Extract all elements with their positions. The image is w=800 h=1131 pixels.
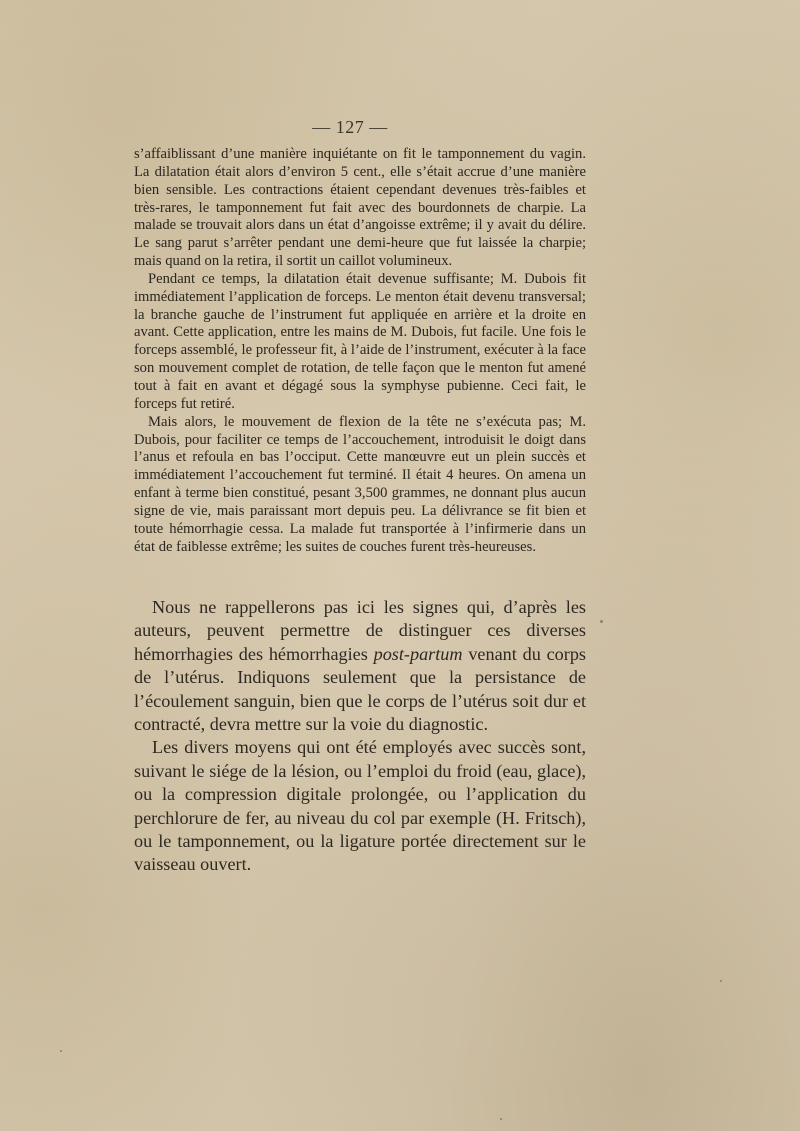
paragraph — [134, 596, 586, 736]
main-body-text — [134, 596, 586, 877]
page-number: — 127 — — [312, 117, 388, 137]
text-run: venant du corps de l’utérus. Indiquons seulement que la persistance de l’écoulement sanguin, bien que le corps de l’utérus soit dur et contracté, devra mettre sur la voie du diagnostic. — [134, 643, 586, 735]
paper-speck — [600, 620, 603, 623]
paper-speck — [720, 980, 722, 982]
paper-speck — [500, 1118, 502, 1120]
paper-speck — [60, 1050, 62, 1052]
italic-term: post-partum — [373, 643, 463, 664]
paragraph: Pendant ce temps, la dilatation était devenue suffisante; M. Dubois fit immédiatement l’application de forceps. Le menton était devenu transversal; la branche gauche de l’instrument fut appliquée en arrière et la droite en avant. Cette application, entre les mains de M. Dubois, fut facile. Une fois le forceps assemblé, le professeur fit, à l’aide de l’instrument, exécuter à la face son mouvement complet de rotation, de telle façon que le menton fut amené tout à fait en avant et dégagé sous la symphyse pubienne. Ceci fait, le forceps fut retiré. — [134, 270, 586, 412]
case-report-text — [134, 146, 586, 556]
text-run: Nous ne rappellerons pas ici les signes qui, d’après les auteurs, peuvent permettre de distinguer ces diverses hémorrhagies des hémorrhagies — [134, 597, 586, 664]
paragraph: Mais alors, le mouvement de flexion de la tête ne s’exécuta pas; M. Dubois, pour faciliter ce temps de l’accouchement, introduisit le doigt dans l’anus et refoula en bas l’occiput. Cette manœuvre eut un plein succès et immédiatement l’accouchement fut terminé. Il était 4 heures. On amena un enfant à terme bien constitué, pesant 3,500 grammes, ne donnant plus aucun signe de vie, mais paraissant mort depuis peu. La délivrance se fit bien et toute hémorrhagie cessa. La malade fut transportée à l’infirmerie dans un état de faiblesse extrême; les suites de couches furent très-heureuses. — [134, 413, 586, 555]
paragraph: Les divers moyens qui ont été employés avec succès sont, suivant le siége de la lésion, ou l’emploi du froid (eau, glace), ou la compression digitale prolongée, ou l’application du perchlorure de fer, au niveau du col par exemple (H. Fritsch), ou le tamponnement, ou la ligature portée directement sur le vaisseau ouvert. — [134, 737, 586, 875]
paragraph: s’affaiblissant d’une manière inquiétante on fit le tamponnement du vagin. La dilatation était alors d’environ 5 cent., elle s’était accrue d’une manière bien sensible. Les contractions étaient cependant devenues très-faibles et très-rares, le tamponnement fut fait avec des bourdonnets de charpie. La malade se trouvait alors dans un état d’angoisse extrême; il y avait du délire. Le sang parut s’arrêter pendant une demi-heure que fut laissée la charpie; mais quand on la retira, il sortit un caillot volumineux. — [134, 146, 586, 270]
